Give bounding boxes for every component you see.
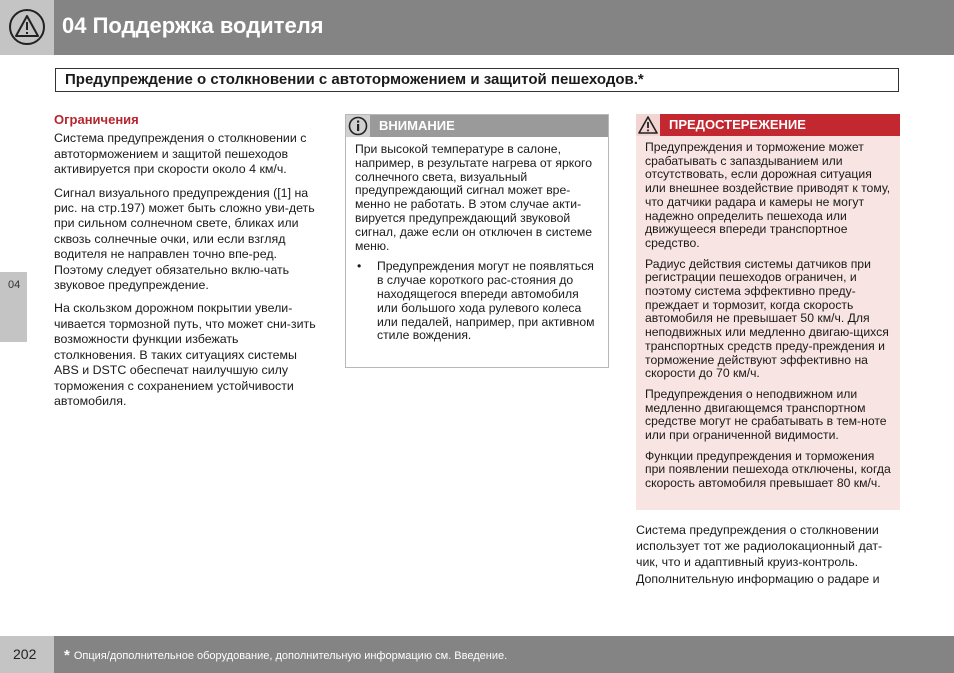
notice-bullet: • Предупреждения могут не появляться в случае короткого рас-стояния до находящегося впереди автомобиля или большого хода рулевого колеса или педалей, например, при активном стиле вождения. <box>355 260 599 343</box>
limitations-heading: Ограничения <box>54 112 139 127</box>
column-limitations <box>54 112 320 417</box>
paragraph: Система предупреждения о столкновении с автоторможением и защитой пешеходов активируется при скорости около 4 км/ч. <box>54 131 307 177</box>
notice-label: ВНИМАНИЕ <box>379 118 455 133</box>
warning-paragraph: Предупреждения и торможение может срабатывать с запаздыванием или отсутствовать, если дорожная ситуация или внешнее воздействие приводят к тому, что датчики радара и камеры не могут надежно определить пешехода или движущееся впереди транспортное средство. <box>645 140 891 250</box>
notice-box <box>345 114 609 368</box>
warning-paragraph: Функции предупреждения и торможения при появлении пешехода отключены, когда скорость автомобиля превышает 80 км/ч. <box>645 448 891 491</box>
warning-triangle-icon <box>8 8 46 46</box>
section-title: Предупреждение о столкновении с автоторможением и защитой пешеходов.* <box>55 68 899 92</box>
warning-paragraph: Предупреждения о неподвижном или медленно двигающемся транспортном средстве могут не срабатывать в тем-ноте или при ограниченной видимости. <box>645 386 887 443</box>
chapter-side-tab[interactable] <box>0 272 27 342</box>
footnote-star: * <box>64 647 70 664</box>
chapter-title: 04 Поддержка водителя <box>62 13 324 38</box>
header-icon-box <box>0 0 54 55</box>
warning-label: ПРЕДОСТЕРЕЖЕНИЕ <box>669 117 806 132</box>
notice-header <box>346 115 608 137</box>
page-number: 202 <box>13 646 37 662</box>
warning-body <box>636 136 900 491</box>
warning-paragraph: Радиус действия системы датчиков при регистрации пешеходов ограничен, и поэтому система эффективно преду-преждает и тормозит, когда скорость автомобиля не превышает 50 км/ч. Для неподвижных или медленно двигаю-щихся транспортных средств преду-преждения и торможение действуют эффективно на скорости до 70 км/ч. <box>645 256 889 381</box>
notice-body <box>346 137 608 343</box>
warning-triangle-icon <box>636 114 660 136</box>
paragraph: Сигнал визуального предупреждения ([1] на рис. на стр.197) может быть сложно уви-деть при сильном солнечном свете, бликах или сквозь солнечные очки, или если взгляд водителя не направлен точно впе-ред. Поэтому следует обязательно вклю-чать звуковое предупреждение. <box>54 185 315 293</box>
side-tab-label: 04 <box>8 279 21 291</box>
page-number-box <box>0 636 54 673</box>
footnote-text: Опция/дополнительное оборудование, дополнительную информацию см. Введение. <box>73 650 508 662</box>
warning-box <box>636 114 900 510</box>
footer-note <box>64 647 507 664</box>
info-icon <box>346 115 370 137</box>
radar-paragraph: Система предупреждения о столкновении использует тот же радиолокационный дат-чик, что и адаптивный круиз-контроль. Дополнительную информацию о радаре и <box>636 523 883 586</box>
paragraph: На скользком дорожном покрытии увели-чивается тормозной путь, что может сни-зить возможности функции избежать столкновения. В таких ситуациях системы ABS и DSTC обеспечат наилучшую силу торможения с сохранением устойчивости автомобиля. <box>54 301 316 408</box>
warning-header <box>636 114 900 136</box>
notice-paragraph: При высокой температуре в салоне, например, в результате нагрева от яркого солнечного света, визуальный предупреждающий сигнал может вре-менно не работать. В этом случае акти-вируется предупреждающий звуковой сигнал, даже если он отключен в системе меню. <box>355 142 593 253</box>
